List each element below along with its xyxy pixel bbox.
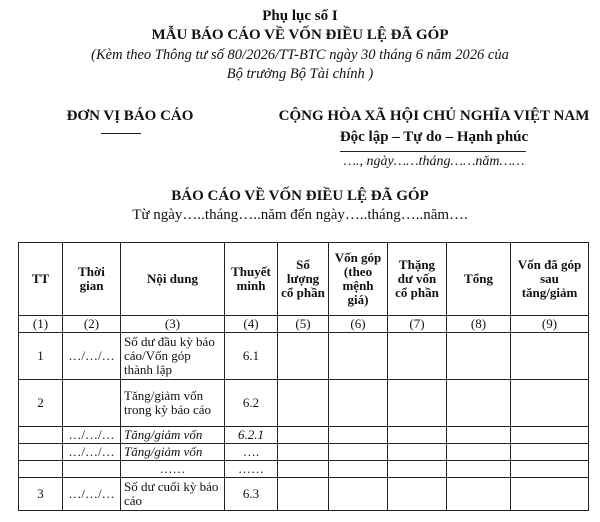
table-row xyxy=(19,444,589,461)
cell-empty xyxy=(329,461,388,478)
cell-content: Tăng/giảm vốn trong kỳ báo cáo xyxy=(121,380,225,427)
national-motto: Độc lập – Tự do – Hạnh phúc xyxy=(339,129,529,145)
col-number: (6) xyxy=(329,316,388,333)
cell-tt xyxy=(19,461,63,478)
col-number: (3) xyxy=(121,316,225,333)
cell-content: Số dư đầu kỳ báo cáo/Vốn góp thành lập xyxy=(121,333,225,380)
cell-content: Tăng/giảm vốn xyxy=(121,427,225,444)
cell-empty xyxy=(447,333,511,380)
cell-empty xyxy=(388,444,447,461)
col-header-capital: Vốn góp (theo mệnh giá) xyxy=(329,243,388,316)
table-row xyxy=(19,478,589,511)
cell-note: …… xyxy=(225,461,278,478)
country-name: CỘNG HÒA XÃ HỘI CHỦ NGHĨA VIỆT NAM xyxy=(278,108,590,124)
cell-time: …/…/… xyxy=(63,478,121,511)
reporting-unit: ĐƠN VỊ BÁO CÁO xyxy=(66,108,194,124)
cell-content: Tăng/giảm vốn xyxy=(121,444,225,461)
table-row xyxy=(19,380,589,427)
cell-empty xyxy=(329,427,388,444)
col-number: (8) xyxy=(447,316,511,333)
cell-empty xyxy=(329,380,388,427)
col-header-paid-after: Vốn đã góp sau tăng/giảm xyxy=(511,243,589,316)
cell-empty xyxy=(329,444,388,461)
col-header-time: Thời gian xyxy=(63,243,121,316)
cell-note: 6.3 xyxy=(225,478,278,511)
col-header-tt: TT xyxy=(19,243,63,316)
cell-empty xyxy=(278,380,329,427)
table-row xyxy=(19,427,589,444)
col-number: (1) xyxy=(19,316,63,333)
cell-empty xyxy=(447,461,511,478)
cell-empty xyxy=(278,444,329,461)
cell-empty xyxy=(329,333,388,380)
cell-empty xyxy=(511,461,589,478)
motto-underline xyxy=(340,151,526,152)
col-number: (5) xyxy=(278,316,329,333)
cell-tt xyxy=(19,427,63,444)
cell-empty xyxy=(388,427,447,444)
cell-empty xyxy=(278,427,329,444)
cell-time: …/…/… xyxy=(63,444,121,461)
col-header-content: Nội dung xyxy=(121,243,225,316)
cell-empty xyxy=(388,380,447,427)
cell-content: Số dư cuối kỳ báo cáo xyxy=(121,478,225,511)
table-row xyxy=(19,333,589,380)
cell-tt: 1 xyxy=(19,333,63,380)
cell-empty xyxy=(511,333,589,380)
col-number: (9) xyxy=(511,316,589,333)
col-number: (4) xyxy=(225,316,278,333)
cell-time: …/…/… xyxy=(63,333,121,380)
reporting-unit-underline xyxy=(101,133,141,134)
col-number: (2) xyxy=(63,316,121,333)
col-header-total: Tổng xyxy=(447,243,511,316)
cell-empty xyxy=(388,333,447,380)
cell-time xyxy=(63,461,121,478)
cell-empty xyxy=(511,380,589,427)
col-number: (7) xyxy=(388,316,447,333)
column-number-row xyxy=(19,316,589,333)
cell-empty xyxy=(447,444,511,461)
cell-empty xyxy=(388,478,447,511)
cell-note: 6.2 xyxy=(225,380,278,427)
cell-time xyxy=(63,380,121,427)
cell-empty xyxy=(278,461,329,478)
cell-note: 6.2.1 xyxy=(225,427,278,444)
col-header-note: Thuyết minh xyxy=(225,243,278,316)
cell-note: …. xyxy=(225,444,278,461)
cell-time: …/…/… xyxy=(63,427,121,444)
form-title: MẪU BÁO CÁO VỀ VỐN ĐIỀU LỆ ĐÃ GÓP xyxy=(151,27,449,43)
col-header-shares: Số lượng cổ phần xyxy=(278,243,329,316)
col-header-surplus: Thặng dư vốn cổ phần xyxy=(388,243,447,316)
cell-empty xyxy=(329,478,388,511)
cell-empty xyxy=(511,427,589,444)
cell-empty xyxy=(388,461,447,478)
cell-empty xyxy=(447,427,511,444)
report-period: Từ ngày…..tháng…..năm đến ngày…..tháng…..năm…. xyxy=(132,207,468,223)
cell-tt: 2 xyxy=(19,380,63,427)
cell-tt xyxy=(19,444,63,461)
date-line: …., ngày……tháng……năm…… xyxy=(343,154,525,169)
table-header-row xyxy=(19,243,589,316)
cell-note: 6.1 xyxy=(225,333,278,380)
capital-table xyxy=(18,242,589,511)
circular-note-line2: Bộ trưởng Bộ Tài chính ) xyxy=(226,66,374,82)
cell-empty xyxy=(511,444,589,461)
report-title: BÁO CÁO VỀ VỐN ĐIỀU LỆ ĐÃ GÓP xyxy=(171,188,429,204)
table-row xyxy=(19,461,589,478)
cell-empty xyxy=(447,380,511,427)
circular-note-line1: (Kèm theo Thông tư số 80/2026/TT-BTC ngày 30 tháng 6 năm 2026 của xyxy=(91,47,509,63)
cell-empty xyxy=(511,478,589,511)
cell-empty xyxy=(447,478,511,511)
appendix-label: Phụ lục số I xyxy=(262,8,338,24)
cell-empty xyxy=(278,478,329,511)
cell-content: …… xyxy=(121,461,225,478)
cell-tt: 3 xyxy=(19,478,63,511)
cell-empty xyxy=(278,333,329,380)
